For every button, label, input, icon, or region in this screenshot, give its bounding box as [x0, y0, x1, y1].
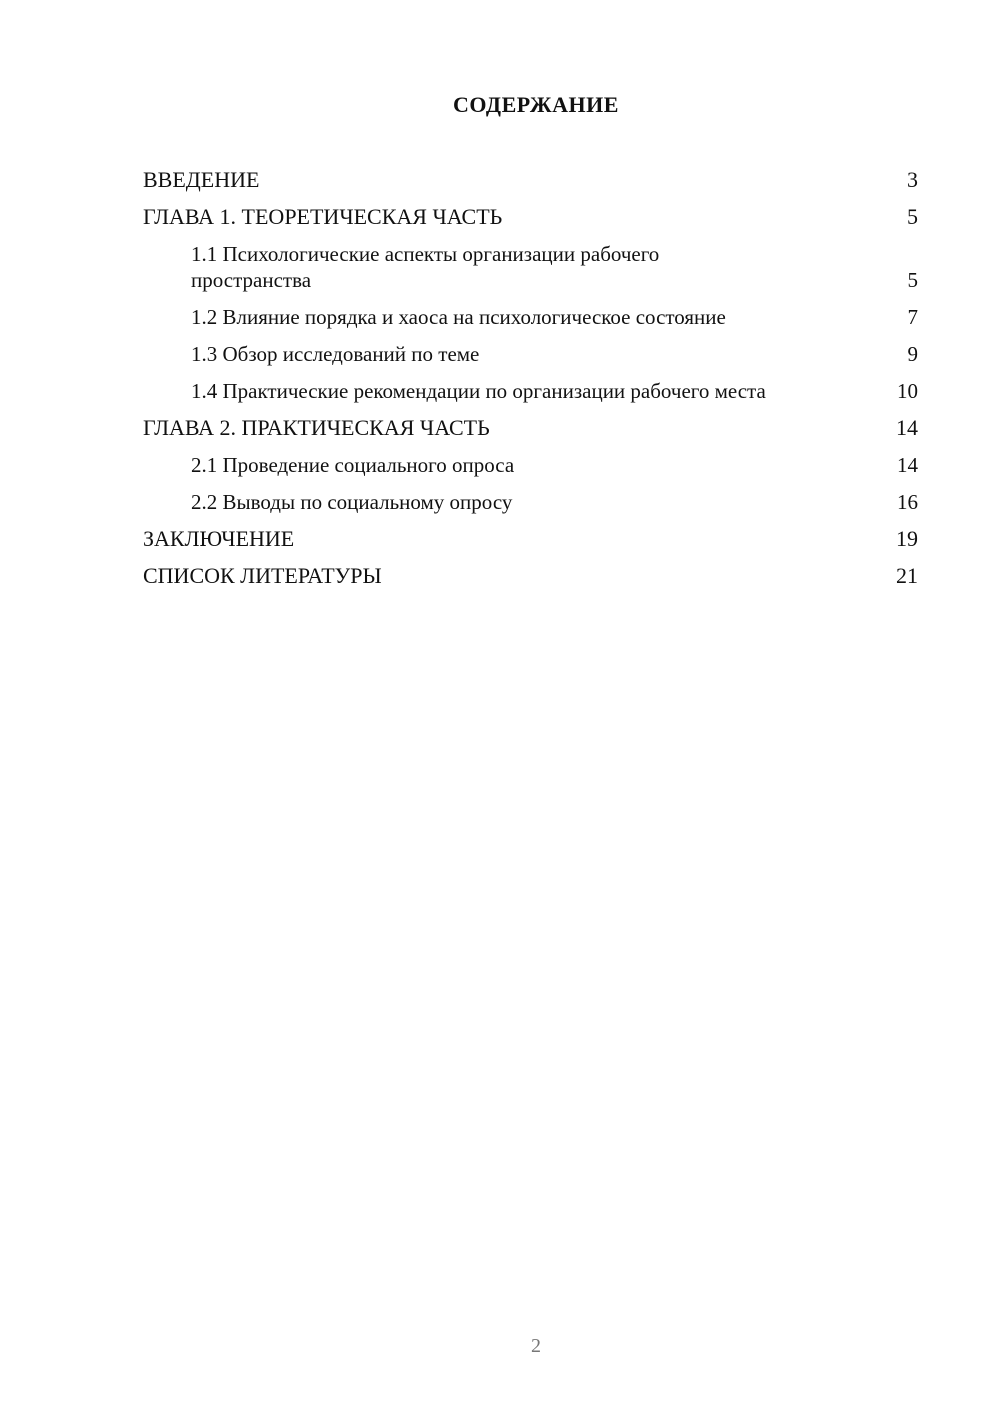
toc-entry-label: 1.4 Практические рекомендации по организации рабочего места: [191, 379, 766, 403]
toc-entry-page: 5: [907, 204, 918, 229]
toc-entry-page: 3: [907, 167, 918, 192]
toc-entry-page: 14: [897, 453, 918, 477]
toc-entry-label: ВВЕДЕНИЕ: [143, 167, 260, 192]
toc-entry-section-1-4[interactable]: [143, 378, 918, 404]
toc-entry-label: 1.3 Обзор исследований по теме: [191, 342, 480, 366]
toc-entry-label: СПИСОК ЛИТЕРАТУРЫ: [143, 563, 382, 588]
toc-entry-page: 21: [896, 563, 918, 588]
toc-entry-label: ГЛАВА 2. ПРАКТИЧЕСКАЯ ЧАСТЬ: [143, 415, 490, 440]
toc-entry-page: 14: [896, 415, 918, 440]
toc-entry-page: 7: [907, 305, 918, 329]
toc-entry-page: 9: [907, 342, 918, 366]
toc-entry-label: ГЛАВА 1. ТЕОРЕТИЧЕСКАЯ ЧАСТЬ: [143, 204, 503, 229]
toc-entry-page: 19: [896, 526, 918, 551]
toc-entry-label: 1.1 Психологические аспекты организации рабочего пространства: [191, 242, 660, 292]
toc-title: СОДЕРЖАНИЕ: [453, 92, 619, 117]
toc-entry-section-2-2[interactable]: [143, 489, 918, 515]
toc-entry-section-1-2[interactable]: [143, 304, 918, 330]
toc-entry-section-2-1[interactable]: [143, 452, 918, 478]
page-number: 2: [531, 1335, 541, 1357]
table-of-contents: [143, 167, 918, 600]
toc-entry-chapter-2[interactable]: [143, 415, 918, 441]
toc-entry-chapter-1[interactable]: [143, 204, 918, 230]
toc-entry-page: 10: [897, 379, 918, 403]
toc-entry-section-1-3[interactable]: [143, 341, 918, 367]
toc-entry-page: 5: [907, 268, 918, 292]
toc-entry-introduction[interactable]: [143, 167, 918, 193]
toc-entry-label: 2.2 Выводы по социальному опросу: [191, 490, 513, 514]
toc-entry-references[interactable]: [143, 563, 918, 589]
toc-entry-page: 16: [897, 490, 918, 514]
toc-entry-label: 2.1 Проведение социального опроса: [191, 453, 515, 477]
toc-entry-label: ЗАКЛЮЧЕНИЕ: [143, 526, 295, 551]
toc-entry-label: 1.2 Влияние порядка и хаоса на психологическое состояние: [191, 305, 726, 329]
toc-entry-section-1-1[interactable]: [143, 241, 918, 293]
toc-entry-conclusion[interactable]: [143, 526, 918, 552]
